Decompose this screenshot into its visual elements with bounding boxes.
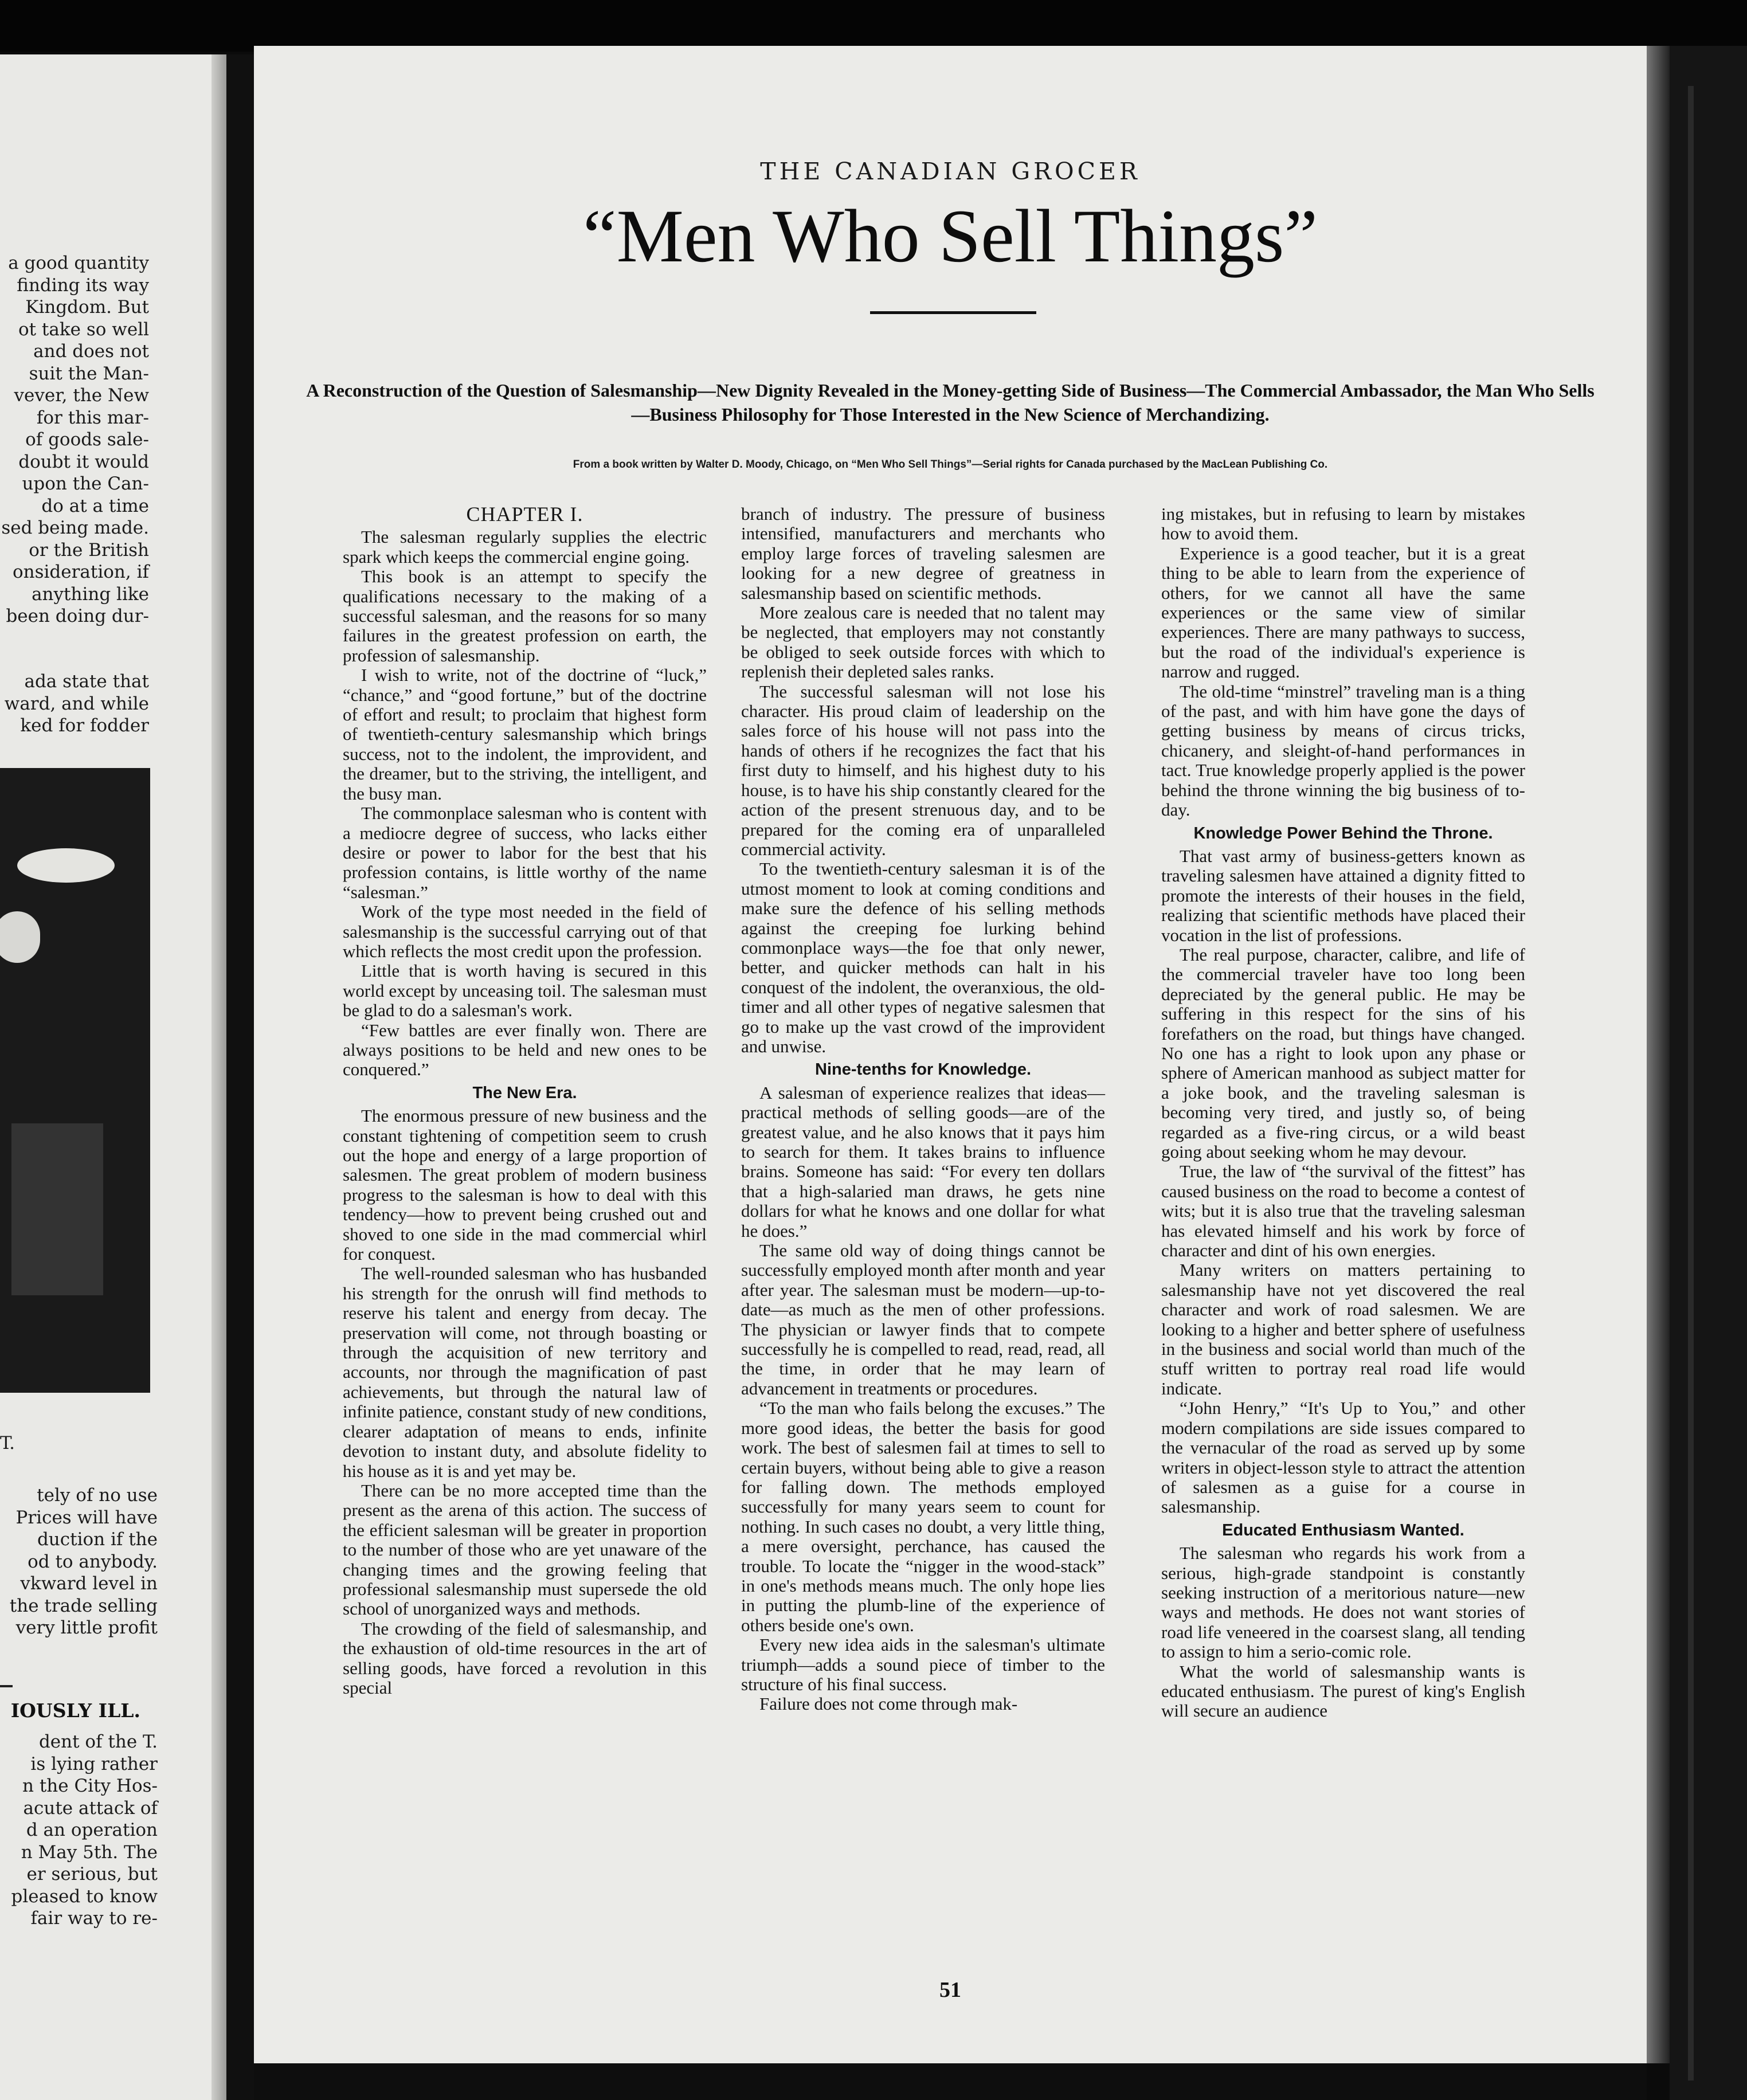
facing-text-line: or the British (29, 539, 149, 561)
paragraph: The same old way of doing things cannot be successfully employed month after month and year after year. The salesman must be modern—up-to-date—as much as the men of other professions. The physician or lawyer finds that to compete successfully he is compelled to read, read, read, all the time, in order that he may learn of advancement in treatments or procedures. (741, 1240, 1105, 1398)
chapter-heading: CHAPTER I. (466, 503, 583, 526)
facing-text-line: er serious, but (26, 1864, 158, 1884)
facing-text-line: ward, and while (4, 693, 149, 714)
facing-text-bottom (0, 1731, 158, 1930)
page-edge-shadow (1647, 46, 1670, 2063)
section-heading: The New Era. (472, 1083, 577, 1102)
paragraph: The commonplace salesman who is content with a mediocre degree of success, who lacks either desire or power to labor for the best that his profession contains, is little worthy of the name “salesman.” (343, 803, 707, 902)
paragraph: Many writers on matters pertaining to salesmanship have not yet discovered the real character and work of road salesmen. We are looking to a higher and better sphere of usefulness in the business and social world than much of the stuff written to portray real road life would indicate. (1161, 1260, 1525, 1398)
book-edge (1670, 46, 1747, 2100)
paragraph: Failure does not come through mak- (759, 1694, 1018, 1714)
paragraph: I wish to write, not of the doctrine of “luck,” “chance,” and “good fortune,” but of the doctrine of effort and result; to proclaim that highest form of twentieth-century salesmanship which brings success, not to the indolent, the improvident, and the dreamer, but to the striving, the intelligent, and the busy man. (343, 665, 707, 804)
paragraph: ing mistakes, but in refusing to learn by mistakes how to avoid them. (1161, 504, 1525, 544)
paragraph: More zealous care is needed that no talent may be neglected, that employers may not constantly be obliged to seek outside forces with which to replenish their depleted sales ranks. (741, 602, 1105, 682)
photo-caption: T. (0, 1433, 15, 1453)
facing-text-line: od to anybody. (28, 1551, 158, 1572)
photo-shadow (11, 1123, 103, 1295)
top-shadow (0, 0, 1747, 52)
facing-page (0, 54, 226, 2100)
page-number: 51 (939, 1978, 961, 2002)
section-heading: Nine-tenths for Knowledge. (815, 1060, 1031, 1079)
facing-text-line: tely of no use (37, 1485, 158, 1506)
paragraph: That vast army of business-getters known as traveling salesmen have attained a dignity fitted to promote the interests of their houses in the field, realizing that scientific methods have placed their vocation in the list of professions. (1161, 845, 1525, 945)
paragraph: The crowding of the field of salesmanship, and the exhaustion of old-time resources in the art of selling goods, have forced a revolution in this special (343, 1618, 707, 1698)
paragraph: “John Henry,” “It's Up to You,” and other modern compilations are side issues compared to the vernacular of the road as served up by some writers in object-lesson style to attract the attention of salesmen as a guise for a course in salesmanship. (1161, 1398, 1525, 1517)
facing-text-line: Prices will have (15, 1507, 158, 1528)
facing-text-line: do at a time (41, 495, 149, 516)
facing-text-top (0, 252, 149, 628)
running-head: THE CANADIAN GROCER (760, 158, 1141, 185)
facing-text-line: acute attack of (23, 1797, 158, 1819)
facing-text-line: n the City Hos- (22, 1776, 158, 1796)
facing-text-line: n May 5th. The (21, 1842, 158, 1863)
section-heading: Knowledge Power Behind the Throne. (1193, 824, 1493, 843)
facing-text-line: of goods sale- (25, 429, 149, 450)
article-title: “Men Who Sell Things” (583, 194, 1318, 278)
paragraph: Work of the type most needed in the field of salesmanship is the successful carrying out of that which reflects the most credit upon the profession. (343, 902, 707, 961)
paragraph: The salesman regularly supplies the electric spark which keeps the commercial engine going. (343, 527, 707, 567)
paragraph: True, the law of “the survival of the fittest” has caused business on the road to become a contest of wits; but it is also true that the traveling salesman has elevated himself and his work by force of character and dint of his own energies. (1161, 1161, 1525, 1261)
facing-text-mid (0, 671, 149, 737)
facing-text-line: suit the Man- (29, 363, 149, 384)
facing-text-line: upon the Can- (22, 473, 149, 494)
section-heading: Educated Enthusiasm Wanted. (1222, 1521, 1464, 1539)
facing-text-line: onsideration, if (12, 562, 149, 582)
paragraph: A salesman of experience realizes that ideas—practical methods of selling goods—are of the greatest value, and he also knows that it pays him to search for them. It takes brains to influence brains. Someone has said: “For every ten dollars that a high-salaried man draws, he gets nine dollars for what he knows and one dollar for what he does.” (741, 1082, 1105, 1241)
paragraph: The salesman who regards his work from a serious, high-grade standpoint is constantly seeking instruction of a meritorious nature—new ways and methods. He does not want stories of road life veneered in the coarsest slang, all tending to assign to him a serio-comic role. (1161, 1543, 1525, 1662)
facing-text-line: pleased to know (11, 1886, 158, 1907)
column-2 (741, 504, 1105, 1714)
photo-highlight (0, 911, 40, 963)
paragraph: Little that is worth having is secured in this world except by unceasing toil. The salesman must be glad to do a salesman's work. (343, 961, 707, 1021)
facing-text-line: and does not (33, 341, 149, 362)
facing-text-line: duction if the (37, 1529, 158, 1550)
main-page (254, 46, 1647, 2063)
facing-text-line: Kingdom. But (25, 297, 149, 318)
paragraph: “To the man who fails belong the excuses.” The more good ideas, the better the basis for good work. The best of salesmen fail at times to sell to certain buyers, without being able to give a reason for falling down. The methods employed successfully for many years seem to count for nothing. In such cases no doubt, a very little thing, a mere oversight, perchance, has caused the trouble. To locate the “nigger in the wood-stack” in one's methods means much. The only hope lies in putting the plumb-line of the experience of others beside one's own. (741, 1398, 1105, 1635)
page-gutter (211, 54, 226, 2100)
paragraph: branch of industry. The pressure of business intensified, manufacturers and merchants who employ large forces of traveling salesmen are looking for a new degree of greatness in salesmanship based on scientific methods. (741, 504, 1105, 603)
facing-text-low (0, 1484, 158, 1639)
facing-text-line: d an operation (26, 1820, 158, 1840)
title-rule (870, 311, 1036, 314)
paragraph: The successful salesman will not lose his character. His proud claim of leadership on the sales force of his house will not pass into the hands of others if he recognizes the fact that his first duty to himself, and his highest duty to his house, is to have his ship constantly cleared for the action of the present strenuous day, and to be prepared for the coming era of unparalleled commercial activity. (741, 681, 1105, 859)
facing-text-line: very little profit (15, 1617, 158, 1638)
facing-text-line: doubt it would (18, 451, 149, 472)
facing-text-line: vever, the New (14, 385, 149, 406)
facing-text-line: finding its way (17, 275, 149, 296)
paragraph: The well-rounded salesman who has husbanded his strength for the onrush will find methods to reserve his talent and energy from decay. The preservation will come, not through boasting or through the acquisition of new territory and accounts, nor through the magnification of past achievements, but through the natural law of infinite patience, constant study of new conditions, clearer adaptation of means to ends, infinite devotion to instant duty, and absolute fidelity to his house as it is and yet may be. (343, 1263, 707, 1481)
facing-text-line: been doing dur- (6, 606, 149, 626)
facing-text-line: ada state that (24, 671, 149, 692)
book-spine-gap (226, 54, 254, 2100)
facing-text-line: sed being made. (1, 518, 149, 538)
facing-text-line: dent of the T. (38, 1731, 158, 1752)
facing-heading: IOUSLY ILL. (10, 1699, 140, 1722)
facing-text-line: ked for fodder (20, 715, 149, 736)
paragraph: To the twentieth-century salesman it is of the utmost moment to look at coming conditions and make sure the defence of his selling methods against the creeping foe lurking behind commonplace ways—the foe that only newer, better, and quicker methods can halt in his conquest of the indolent, the overanxious, the old-timer and all other types of negative salesmen that go to make up the vast crowd of the improvident and unwise. (741, 859, 1105, 1056)
article-subtitle: A Reconstruction of the Question of Salesmanship—New Dignity Revealed in the Money-getting Side of Business—The Commercial Ambassador, the Man Who Sells—Business Philosophy for Those Interested in the New Science of Merchandizing. (306, 380, 1595, 425)
facing-text-line: anything like (32, 583, 149, 605)
paragraph: Every new idea aids in the salesman's ultimate triumph—adds a sound piece of timber to the structure of his final success. (741, 1635, 1105, 1694)
facing-text-line: ot take so well (18, 319, 149, 340)
facing-text-line: fair way to re- (30, 1908, 158, 1929)
bottom-shadow (254, 2063, 1647, 2100)
paragraph: The enormous pressure of new business and the constant tightening of competition seem to crush out the hope and energy of a large proportion of salesmen. The great problem of modern business progress to the salesman is how to deal with this tendency—how to prevent being crushed out and shoved to one side in the mad commercial whirl for conquest. (343, 1106, 707, 1264)
book-edge-strip (1688, 86, 1694, 2081)
photo-highlight (17, 848, 115, 883)
paragraph: This book is an attempt to specify the qualifications necessary to the making of a successful salesman, and the reasons for so many failures in the greatest profession on earth, the profession of salesmanship. (343, 566, 707, 665)
paragraph: There can be no more accepted time than the present as the arena of this action. The success of the efficient salesman will be greater in proportion to the number of those who are yet unaware of the changing times and the growing feeling that professional salesmanship must supersede the old school of unorganized ways and methods. (343, 1480, 707, 1619)
column-1 (343, 504, 707, 1698)
facing-text-line: vkward level in (20, 1573, 158, 1594)
paragraph: The old-time “minstrel” traveling man is a thing of the past, and with him have gone the days of getting business by means of circus tricks, chicanery, and sleight-of-hand performances in tact. True knowledge properly applied is the power behind the throne winning the big business of to-day. (1161, 681, 1525, 820)
divider (0, 1685, 13, 1687)
paragraph: What the world of salesmanship wants is educated enthusiasm. The purest of king's English will secure an audience (1161, 1661, 1525, 1721)
facing-text-line: for this mar- (36, 407, 149, 428)
paragraph: The real purpose, character, calibre, and life of the commercial traveler have too long been depreciated by the general public. He may be suffering in this respect for the sins of his forefathers on the road, but things have changed. No one has a right to look upon any phase or sphere of American manhood as subject matter for a joke book, and the traveling salesman is becoming very tired, and justly so, of being regarded as a five-ring circus, or a wild beast going about seeking whom he may devour. (1161, 944, 1525, 1162)
paragraph: Experience is a good teacher, but it is a great thing to be able to learn from the experience of others, for we cannot all have the same experiences or the same view of similar experiences. There are many pathways to success, but the road of the individual's experience is narrow and rugged. (1161, 543, 1525, 682)
source-credit: From a book written by Walter D. Moody, Chicago, on “Men Who Sell Things”—Serial rights for Canada purchased by the MacLean Publishing Co. (573, 459, 1328, 471)
column-3 (1161, 504, 1525, 1721)
paragraph: “Few battles are ever finally won. There are always positions to be held and new ones to be conquered.” (343, 1020, 707, 1080)
facing-text-line: is lying rather (30, 1753, 158, 1774)
facing-photo (0, 768, 150, 1393)
facing-text-line: the trade selling (9, 1595, 158, 1616)
facing-text-line: a good quantity (8, 253, 149, 273)
